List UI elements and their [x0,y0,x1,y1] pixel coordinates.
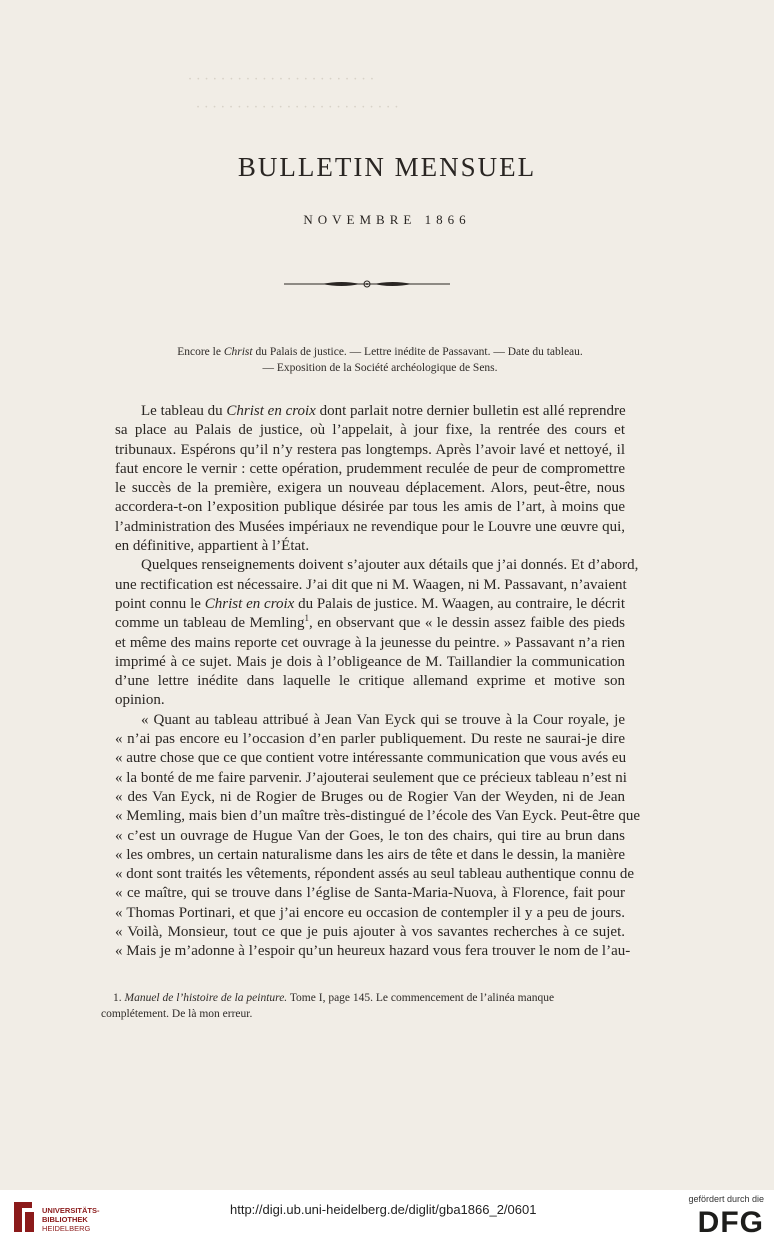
page-subtitle-date: NOVEMBRE 1866 [303,212,471,227]
ornament-divider [282,278,452,290]
footnote-italic-title: Manuel de l’histoire de la peinture. [124,992,288,1004]
library-emblem-icon [8,1198,38,1236]
text-line: « la bonté de me faire parvenir. J’ajouterai seulement que ce précieux tableau n’est ni [115,769,627,786]
library-name-line: BIBLIOTHEK [42,1215,88,1224]
text-line: le succès de la première, exigera un nouveau déplacement. Alors, peut-être, nous [115,480,625,497]
footnote-text: Tome I, page 145. Le commencement de l’alinéa manque [287,992,555,1004]
text-line: « n’ai pas encore eu l’occasion d’en parler publiquement. Du reste ne saurai-je dire [115,731,625,748]
text-line: Le tableau du Christ en croix dont parlait notre dernier bulletin est allé reprendre [141,403,626,419]
text-line: « Quant au tableau attribué à Jean Van Eyck qui se trouve à la Cour royale, je [141,711,625,728]
library-name [42,1206,100,1233]
footnote [101,990,626,1022]
paragraph-1 [115,402,625,556]
text-line: « des Van Eyck, ni de Rogier de Bruges ou de Rogier Van der Weyden, ni de Jean [115,788,625,805]
library-name-line: HEIDELBERG [42,1224,91,1233]
text-line: sa place au Palais de justice, où l’appelait, à jour fixe, la rentrée des cours et [115,422,625,439]
chapter-summary [100,344,660,376]
text-line: point connu le Christ en croix du Palais de justice. M. Waagen, au contraire, le décrit [115,595,625,612]
footnote-line-2: complétement. De là mon erreur. [101,1008,253,1020]
text-line: l’administration des Musées impériaux ne revendique pour le Louvre une œuvre qui, [115,518,625,535]
summary-text: du Palais de justice. — Lettre inédite de Passavant. — Date du tableau. [252,346,583,358]
text-line: « Voilà, Monsieur, tout ce que je puis ajouter à vos savantes recherches à ce sujet. [115,924,625,941]
text-line: « dont sont traités les vêtements, répondent assés au seul tableau authentique connu de [115,866,635,883]
text-line: « Mais je m’adonne à l’espoir qu’un heureux hazard vous fera trouver le nom de l’au- [115,943,631,960]
summary-line-2: — Exposition de la Société archéologique de Sens. [262,362,498,374]
text-line: « c’est un ouvrage de Hugue Van der Goes, le ton des chairs, qui tire au brun dans [115,827,625,844]
footnote-line-1 [101,990,626,1006]
text-line: tribunaux. Espérons qu’il n’y restera pas longtemps. Après l’avoir lavé et nettoyé, il [115,441,625,458]
text-line: imprimé à ce sujet. Mais je dois à l’obligeance de M. Taillandier la communication [115,653,625,670]
text-line: Quelques renseignements doivent s’ajouter aux détails que j’ai donnés. Et d’abord, [141,557,639,574]
text-line: opinion. [115,692,165,709]
text-line: comme un tableau de Memling$^1$, en observant que « le dessin assez faible des pieds [115,613,625,632]
text-line: « les ombres, un certain naturalisme dans les airs de tête et dans le dessin, la manière [115,846,625,863]
summary-text: Encore le [177,346,224,358]
article-body [115,402,640,962]
text-line: d’une lettre inédite dans laquelle le critique allemand exprime et motive son [115,673,625,690]
text-line: une rectification est nécessaire. J’ai dit que ni M. Waagen, ni M. Passavant, n’avaient [115,576,627,593]
summary-line-1 [100,344,660,360]
show-through-text: · · · · · · · · · · · · · · · · · · · · · · · · · [196,100,399,115]
text-line: accordera-t-on l’exposition publique désirée par tous les amis de l’art, à moins que [115,499,625,516]
text-line: en définitive, appartient à l’État. [115,538,310,555]
paragraph-2 [115,556,639,710]
text-line: « autre chose que ce que contient votre intéressante communication que vous avés eu [115,750,627,767]
digital-library-footer [0,1190,774,1246]
permalink-url[interactable]: http://digi.ub.uni-heidelberg.de/diglit/gba1866_2/0601 [230,1202,537,1217]
summary-italic: Christ [223,346,253,358]
dfg-logo[interactable]: DFG [697,1206,764,1239]
text-line: « ce maître, qui se trouve dans l’église de Santa-Maria-Nuova, à Florence, fait pour [115,885,625,902]
text-line: « Memling, mais bien d’un maître très-distingué de l’école des Van Eyck. Peut-être que [115,808,640,825]
footnote-number: 1. [113,992,125,1004]
text-line: « Thomas Portinari, et que j’ai encore eu occasion de contempler il y a peu de jours. [115,904,625,921]
library-name-line: UNIVERSITÄTS- [42,1206,100,1215]
funding-label: gefördert durch die [688,1194,764,1204]
text-line: et même des mains reporte cet ouvrage à la jeunesse du peintre. » Passavant n’a rien [115,634,625,651]
page-title: BULLETIN MENSUEL [237,152,537,182]
heidelberg-library-logo[interactable] [8,1198,128,1238]
text-line: faut encore le vernir : cette opération, prudemment reculée de peur de compromettre [115,460,625,477]
show-through-text: · · · · · · · · · · · · · · · · · · · · · · · [188,72,374,87]
paragraph-3-quote [115,711,640,962]
